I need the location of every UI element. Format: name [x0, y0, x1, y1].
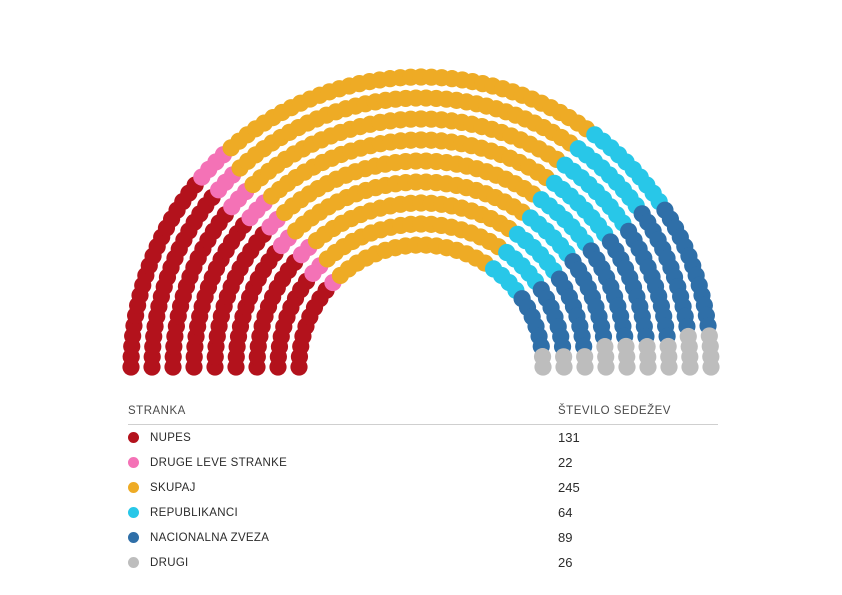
legend-item: [128, 425, 718, 450]
legend-item: [128, 500, 718, 525]
seat-dot: [555, 358, 572, 375]
color-swatch-icon: [128, 507, 139, 518]
legend-item: [128, 550, 718, 575]
seat-dot: [681, 358, 698, 375]
seat-dot: [597, 358, 614, 375]
seat-dot: [660, 358, 677, 375]
legend-party-label: REPUBLIKANCI: [150, 506, 238, 519]
legend-item: [128, 525, 718, 550]
legend-swatch-cell: [128, 457, 150, 468]
legend-party-label: DRUGE LEVE STRANKE: [150, 456, 288, 469]
legend-party-label: NUPES: [150, 431, 192, 444]
legend-party-label: SKUPAJ: [150, 481, 196, 494]
legend-swatch-cell: [128, 482, 150, 493]
legend-party-label: DRUGI: [150, 556, 189, 569]
legend-swatch-cell: [128, 432, 150, 443]
color-swatch-icon: [128, 532, 139, 543]
legend-seat-count: 64: [558, 505, 573, 520]
color-swatch-icon: [128, 557, 139, 568]
legend-swatch-cell: [128, 507, 150, 518]
color-swatch-icon: [128, 457, 139, 468]
legend-header: [128, 405, 718, 425]
seat-dot: [618, 358, 635, 375]
legend-seat-count: 22: [558, 455, 573, 470]
legend-item: [128, 475, 718, 500]
seat-dot: [639, 358, 656, 375]
legend-seat-count: 26: [558, 555, 573, 570]
seat-dot: [534, 358, 551, 375]
legend-seat-count: 131: [558, 430, 580, 445]
seat-dot: [576, 358, 593, 375]
legend: [128, 405, 718, 575]
legend-seat-count: 245: [558, 480, 580, 495]
legend-item: [128, 450, 718, 475]
legend-rows: [128, 425, 718, 575]
seat-dot: [702, 358, 719, 375]
legend-header-seats: ŠTEVILO SEDEŽEV: [558, 405, 671, 417]
legend-party-label: NACIONALNA ZVEZA: [150, 531, 270, 544]
legend-header-party: STRANKA: [128, 405, 186, 417]
legend-swatch-cell: [128, 557, 150, 568]
legend-swatch-cell: [128, 532, 150, 543]
legend-seat-count: 89: [558, 530, 573, 545]
color-swatch-icon: [128, 482, 139, 493]
color-swatch-icon: [128, 432, 139, 443]
